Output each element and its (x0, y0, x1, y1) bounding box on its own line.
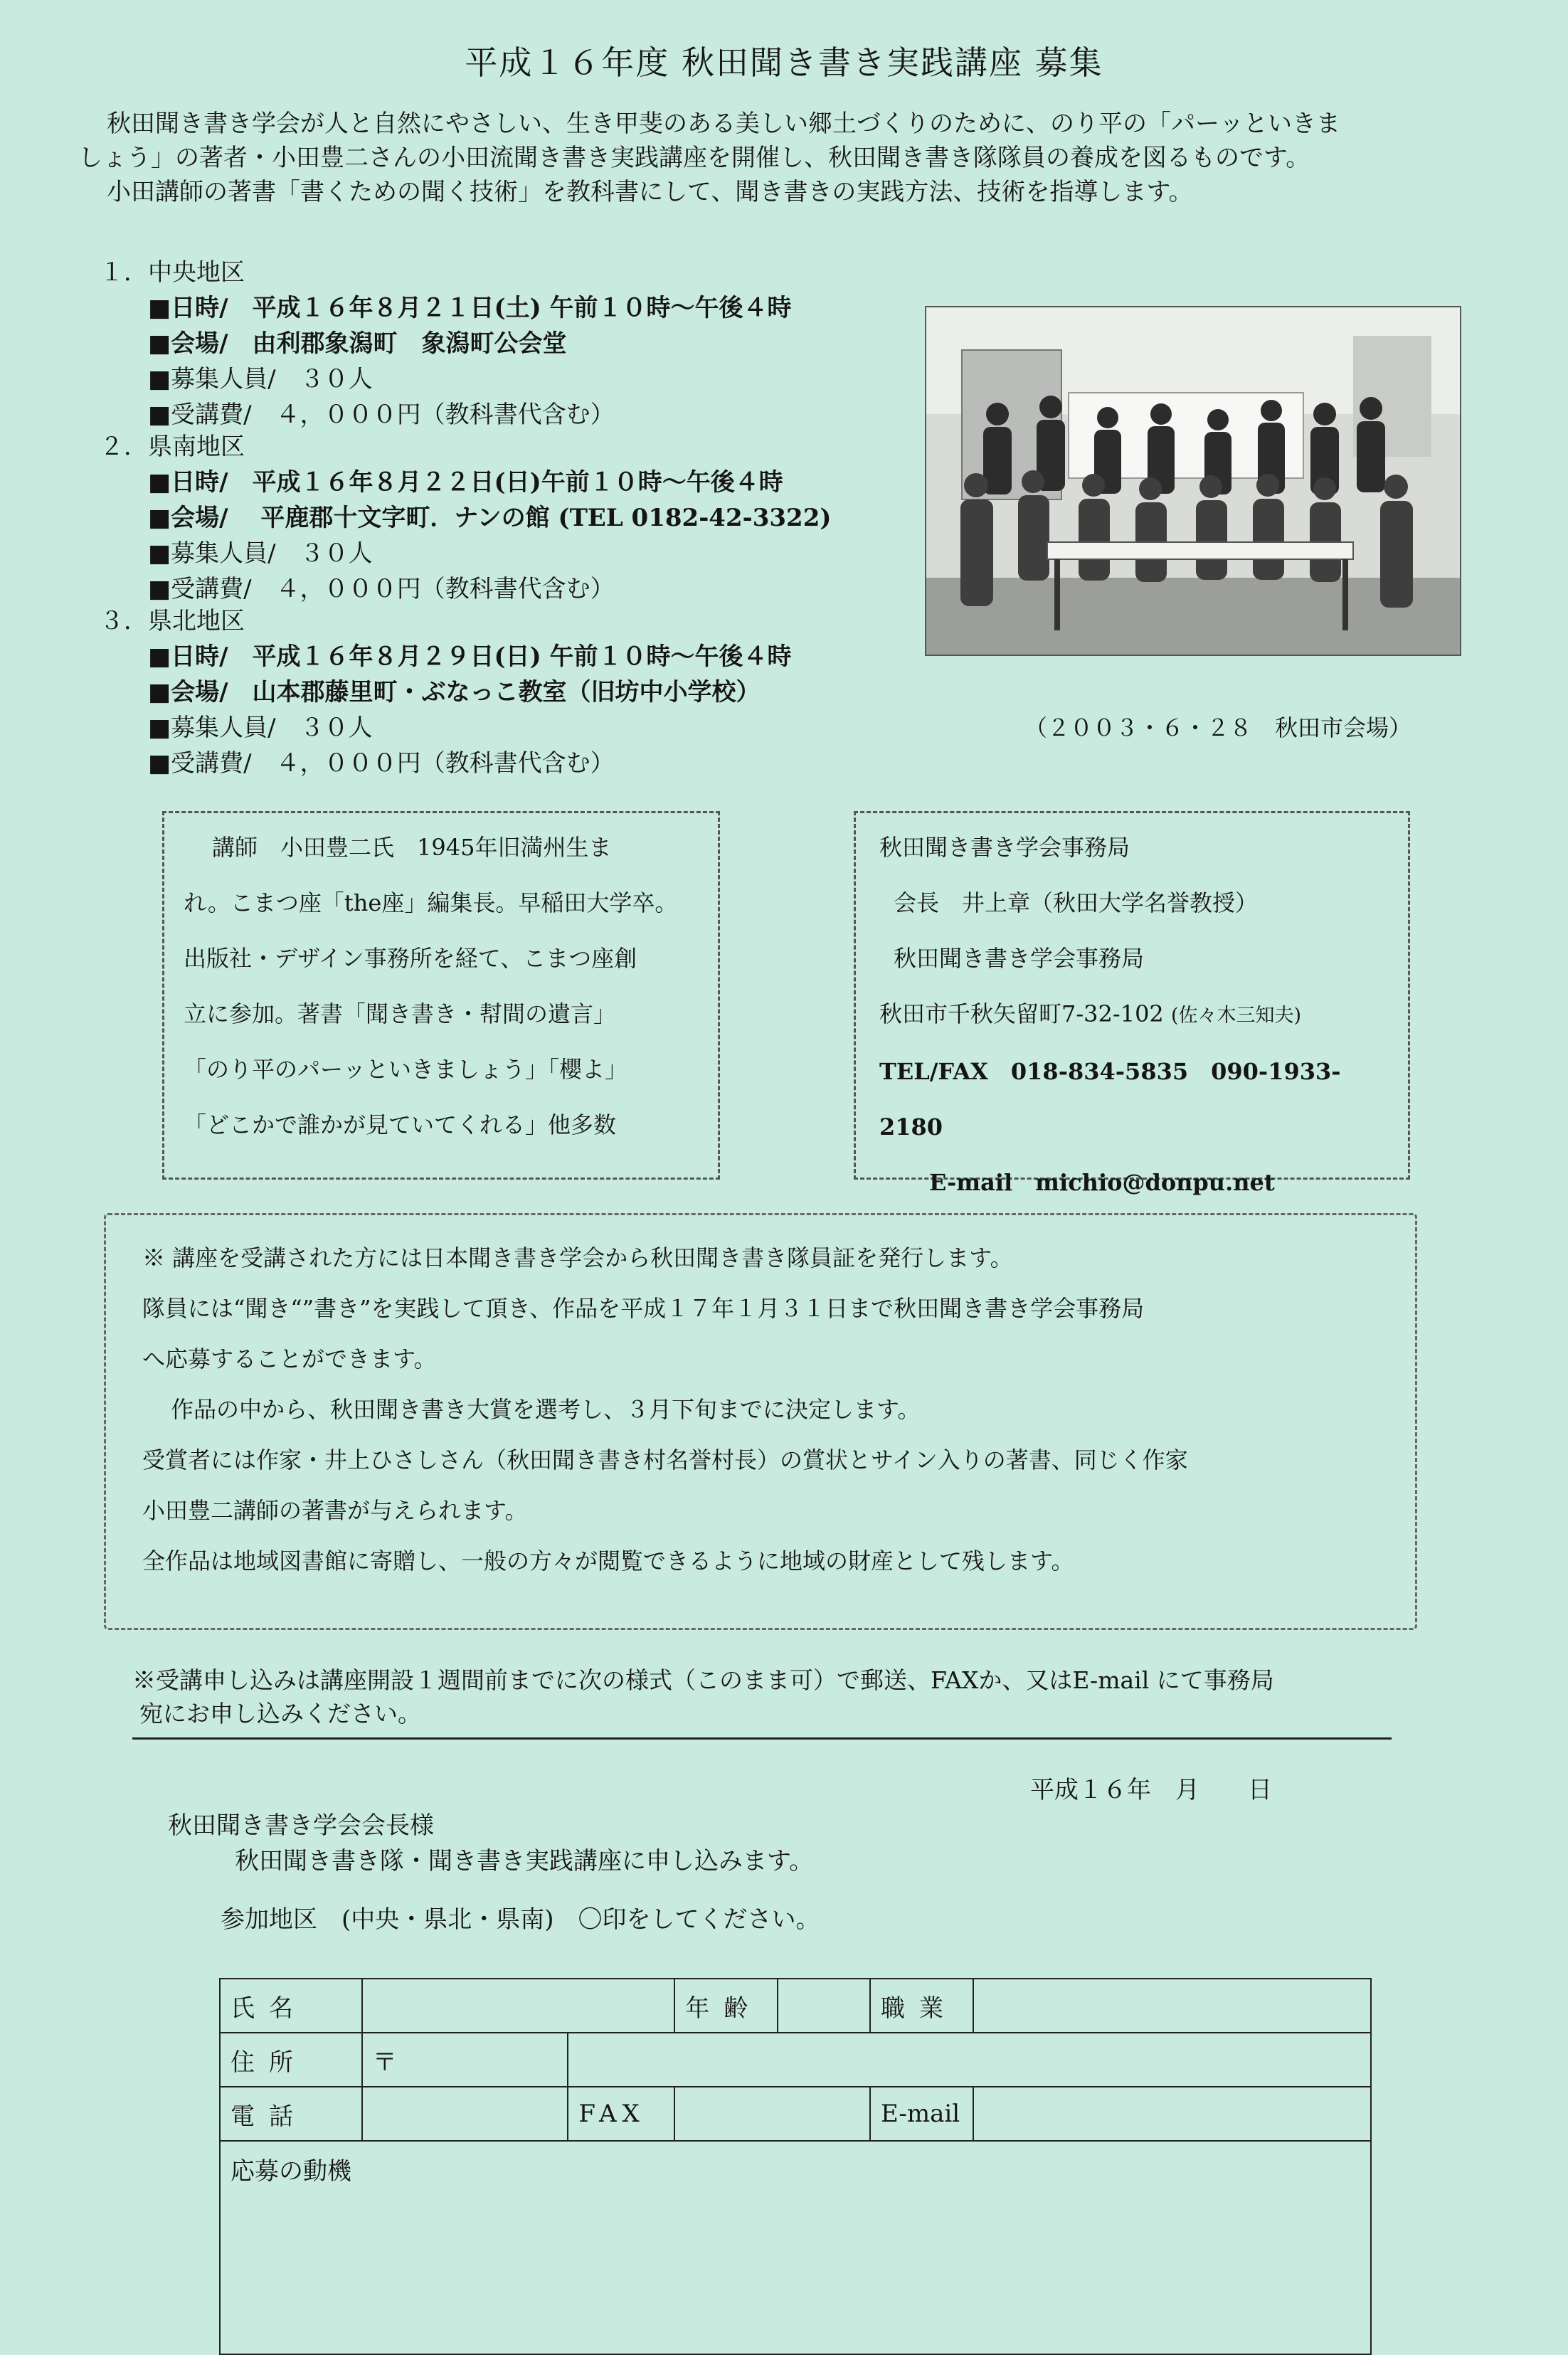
motivation-label: 応募の動機 (231, 2157, 351, 2186)
section-south-capacity: ■募集人員/ ３０人 (148, 539, 373, 568)
section-north-date: ■日時/ 平成１６年８月２９日(日) 午前１０時〜午後４時 (148, 642, 792, 671)
office-address-line (879, 986, 1399, 1044)
occupation-label: 職業 (870, 1979, 973, 2033)
form-statement: 秋田聞き書き隊・聞き書き実践講座に申し込みます。 (235, 1847, 814, 1875)
phone-field[interactable] (362, 2087, 568, 2141)
postal-code-field[interactable] (362, 2033, 568, 2087)
notice-line-7: 全作品は地域図書館に寄贈し、一般の方々が閲覧できるように地域の財産として残します。 (142, 1547, 1074, 1575)
intro-paragraph (78, 107, 1473, 209)
fax-field[interactable] (674, 2087, 870, 2141)
office-name: 秋田聞き書き学会事務局 (879, 834, 1130, 861)
postal-mark: 〒 (372, 2048, 397, 2077)
section-central-date: ■日時/ 平成１６年８月２１日(土) 午前１０時〜午後４時 (148, 294, 792, 322)
instructor-profile (184, 820, 710, 1153)
notice-line-2: 隊員には“聞き“”書き”を実践して頂き、作品を平成１７年１月３１日まで秋田聞き書き学会事務局 (142, 1295, 1145, 1322)
section-south-venue: ■会場/ 平鹿郡十文字町．ナンの館 (TEL 0182-42-3322) (148, 504, 832, 532)
name-field[interactable] (362, 1979, 675, 2033)
section-central-capacity: ■募集人員/ ３０人 (148, 365, 373, 393)
notice-text (142, 1233, 1394, 1587)
occupation-field[interactable] (973, 1979, 1371, 2033)
section-central-venue: ■会場/ 由利郡象潟町 象潟町公会堂 (148, 329, 567, 358)
notice-line-5: 受賞者には作家・井上ひさしさん（秋田聞き書き村名誉村長）の賞状とサイン入りの著書、同じく作家 (142, 1446, 1188, 1473)
intro-line-3: 小田講師の著書「書くための聞く技術」を教科書にして、聞き書きの実践方法、技術を指導します。 (107, 178, 1193, 206)
application-note-line-1: ※受講申し込みは講座開設１週間前までに次の様式（このまま可）で郵送、FAXか、又はE-mail にて事務局 (132, 1666, 1274, 1694)
office-subname: 秋田聞き書き学会事務局 (894, 945, 1145, 972)
section-heading-south: ２．県南地区 (100, 433, 245, 461)
instructor-line-1: 講師 小田豊二氏 1945年旧満州生ま (212, 834, 612, 861)
section-south-fee: ■受講費/ ４，０００円（教科書代含む） (148, 575, 615, 603)
address-label: 住所 (220, 2033, 362, 2087)
instructor-line-6: 「どこかで誰かが見ていてくれる」他多数 (184, 1111, 617, 1138)
office-email[interactable]: E-mail michio@donpu.net (929, 1169, 1275, 1196)
age-label: 年齢 (674, 1979, 778, 2033)
instructor-line-3: 出版社・デザイン事務所を経て、こまつ座創 (184, 945, 637, 972)
office-contact (879, 820, 1399, 1210)
notice-line-3: へ応募することができます。 (142, 1345, 437, 1372)
section-north-fee: ■受講費/ ４，０００円（教科書代含む） (148, 749, 615, 778)
application-form (219, 1978, 1372, 2355)
office-contact-person: (佐々木三知夫) (1170, 1005, 1302, 1027)
instructor-line-2: れ。こまつ座「the座」編集長。早稲田大学卒。 (184, 889, 678, 916)
page-title: 平成１６年度 秋田聞き書き実践講座 募集 (465, 43, 1103, 82)
group-photo (925, 306, 1461, 656)
section-heading-central: １．中央地区 (100, 258, 245, 287)
email-label: E-mail (870, 2087, 973, 2141)
office-address: 秋田市千秋矢留町7-32-102 (879, 1000, 1164, 1027)
office-chair: 会長 井上章（秋田大学名誉教授） (894, 889, 1259, 916)
notice-line-6: 小田豊二講師の著書が与えられます。 (142, 1497, 528, 1524)
form-addressee: 秋田聞き書き学会会長様 (168, 1811, 434, 1840)
name-label: 氏名 (220, 1979, 362, 2033)
instructor-line-5: 「のり平のパーッといきましょう」「櫻よ」 (184, 1056, 628, 1083)
section-north-venue: ■会場/ 山本郡藤里町・ぶなっこ教室（旧坊中小学校） (148, 678, 761, 706)
instructor-line-4: 立に参加。著書「聞き書き・幇間の遺言」 (184, 1000, 617, 1027)
phone-label: 電話 (220, 2087, 362, 2141)
region-prompt: 参加地区 (中央・県北・県南) 〇印をしてください。 (221, 1905, 820, 1934)
application-note (132, 1663, 1470, 1730)
section-south-date: ■日時/ 平成１６年８月２２日(日)午前１０時〜午後４時 (148, 468, 783, 497)
age-field[interactable] (778, 1979, 870, 2033)
photo-caption: （２００３・６・２８ 秋田市会場） (1024, 714, 1412, 741)
section-heading-north: ３．県北地区 (100, 607, 245, 635)
office-tel: TEL/FAX 018-834-5835 090-1933-2180 (879, 1058, 1341, 1141)
motivation-field[interactable] (220, 2141, 1371, 2354)
separator-rule (132, 1737, 1392, 1740)
notice-line-1: ※ 講座を受講された方には日本聞き書き学会から秋田聞き書き隊員証を発行します。 (142, 1244, 1013, 1271)
application-note-line-2: 宛にお申し込みください。 (139, 1700, 421, 1727)
fax-label: FAX (568, 2087, 674, 2141)
section-central-fee: ■受講費/ ４，０００円（教科書代含む） (148, 401, 615, 429)
intro-line-2: しょう」の著者・小田豊二さんの小田流聞き書き実践講座を開催し、秋田聞き書き隊隊員の養成を図るものです。 (78, 144, 1310, 172)
address-field[interactable] (568, 2033, 1371, 2087)
section-north-capacity: ■募集人員/ ３０人 (148, 714, 373, 742)
email-field[interactable] (973, 2087, 1371, 2141)
intro-line-1: 秋田聞き書き学会が人と自然にやさしい、生き甲斐のある美しい郷土づくりのために、のり平の「パーッといきま (107, 110, 1340, 138)
notice-line-4: 作品の中から、秋田聞き書き大賞を選考し、３月下旬までに決定します。 (171, 1396, 921, 1423)
form-date[interactable]: 平成１６年 月 日 (1030, 1776, 1272, 1804)
